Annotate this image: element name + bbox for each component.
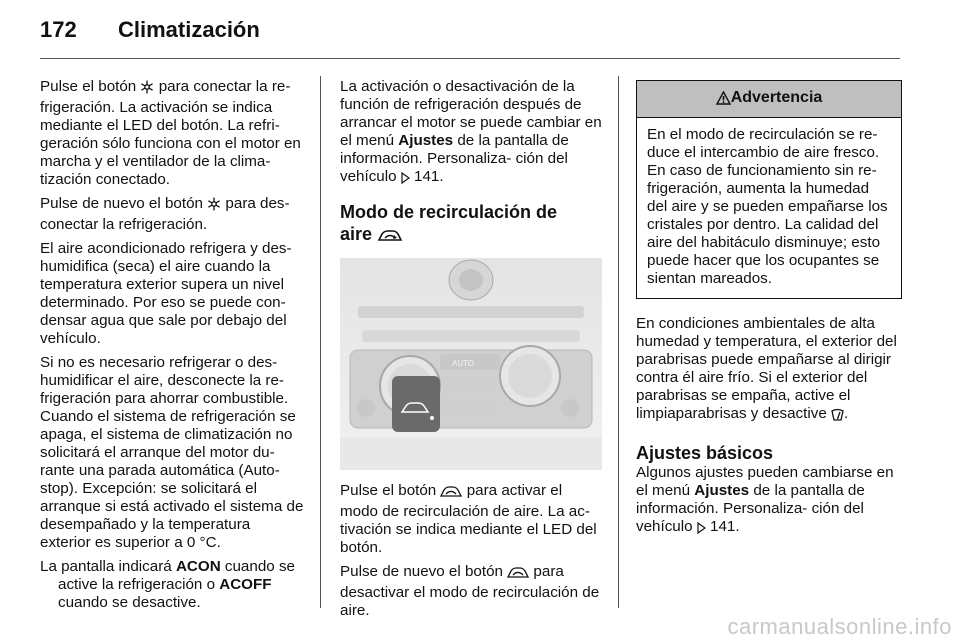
snowflake-icon	[207, 197, 221, 216]
page-title: Climatización	[118, 17, 260, 42]
paragraph-cooling-on: Pulse el botón para conectar la re- frigeración. La activación se indica mediante el LED del botón. La refri- geración sólo funciona con el motor en marcha y el ventilador de la clima- tización conectado.	[40, 78, 301, 188]
column-divider-right	[618, 76, 619, 608]
climate-control-photo	[340, 258, 602, 470]
recirculation-icon	[507, 566, 529, 584]
recirculation-heading: Modo de recirculación de aire	[340, 201, 602, 248]
paragraph-dehumidify: El aire acondicionado refrigera y des- humidifica (seca) el aire cuando la temperatura exterior supera un nivel determinado. Por eso se puede con- densar agua que sale por debajo del vehículo.	[40, 240, 292, 347]
warning-header: Advertencia	[637, 81, 901, 118]
auto-label: AUTO	[452, 359, 475, 368]
settings-menu-label: Ajustes	[694, 482, 750, 499]
basic-settings-heading: Ajustes básicos	[636, 443, 774, 463]
paragraph-cooling-off: Pulse de nuevo el botón para des- conectar la refrigeración.	[40, 195, 290, 233]
paragraph-recirculation-off: Pulse de nuevo el botón para desactivar el modo de recirculación de aire.	[340, 563, 600, 619]
paragraph-display: La pantalla indicará ACON cuando se active la refrigeración o ACOFF cuando se desactive.	[40, 558, 295, 611]
right-column	[636, 78, 902, 545]
acon-label: ACON	[175, 558, 221, 575]
paragraph-settings-cooling: La activación o desactivación de la función de refrigeración después de arrancar el motor se puede cambiar en el menú Ajustes de la pantalla de información. Personaliza- ción del vehículo 141.	[340, 78, 602, 189]
windshield-icon	[831, 408, 844, 426]
warning-triangle-icon	[716, 91, 731, 110]
left-column	[40, 78, 304, 618]
paragraph-basic-settings: Algunos ajustes pueden cambiarse en el menú Ajustes de la pantalla de información. Personaliza- ción del vehículo 141.	[636, 464, 902, 539]
recirculation-icon	[440, 485, 462, 503]
warning-text: En el modo de recirculación se re- duce el intercambio de aire fresco. En caso de funcionamiento sin re- frigeración, aumenta la humedad del aire y se pueden empañarse los cristales por dentro. La calidad del aire del habitáculo disminuye; esto puede hacer que los ocupantes se sientan mareados.	[647, 126, 888, 287]
warning-box	[636, 80, 902, 299]
watermark: carmanualsonline.info	[727, 614, 952, 639]
recirculation-icon	[377, 226, 403, 248]
settings-menu-label: Ajustes	[398, 132, 454, 149]
reference-arrow-icon	[401, 171, 410, 189]
acoff-label: ACOFF	[219, 576, 272, 593]
header-rule	[40, 58, 900, 59]
paragraph-windshield: En condiciones ambientales de alta humedad y temperatura, el exterior del parabrisas puede empañarse al dirigir contra él aire frío. Si el exterior del parabrisas se empaña, active el limpiaparabrisas y desactive .	[636, 315, 902, 426]
reference-arrow-icon	[697, 521, 706, 539]
snowflake-icon	[140, 80, 154, 99]
paragraph-autostop: Si no es necesario refrigerar o des- humidificar el aire, desconecte la re- frigeración para ahorrar combustible. Cuando el sistema de refrigeración se apaga, el sistema de climatización no solicitará el arranque del motor du- rante una parada automática (Auto- stop). Excepción: se solicitará el arranque si está activado el sistema de desempañado y la temperatura exterior es superior a 0 °C.	[40, 354, 304, 551]
middle-column	[340, 78, 602, 626]
column-divider-left	[320, 76, 321, 608]
paragraph-recirculation-on: Pulse el botón para activar el modo de recirculación de aire. La ac- tivación se indica mediante el LED del botón.	[340, 482, 597, 556]
page-number: 172	[40, 17, 77, 42]
